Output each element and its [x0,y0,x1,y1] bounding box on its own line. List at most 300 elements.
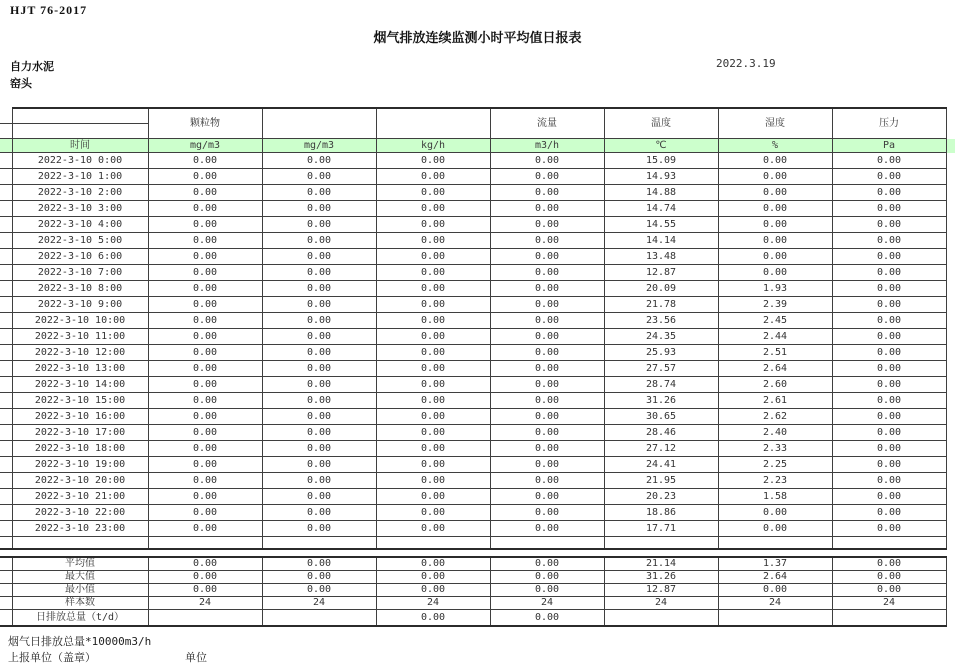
value-cell: 0.00 [148,329,262,345]
time-cell: 2022-3-10 19:00 [12,457,148,473]
value-cell: 0.00 [262,489,376,505]
value-cell [718,537,832,550]
value-cell: 0.00 [832,571,946,584]
time-cell: 2022-3-10 1:00 [12,169,148,185]
left-sliver-cell [0,265,12,281]
left-sliver-cell [0,597,12,610]
value-cell [262,610,376,627]
value-cell: 0.00 [376,584,490,597]
left-sliver-cell [0,521,12,537]
value-cell: 14.14 [604,233,718,249]
value-cell: 0.00 [718,201,832,217]
time-cell: 2022-3-10 0:00 [12,153,148,169]
right-sliver-cell [946,201,955,217]
time-cell: 2022-3-10 3:00 [12,201,148,217]
value-cell: 0.00 [262,297,376,313]
time-cell: 2022-3-10 12:00 [12,345,148,361]
value-cell: 0.00 [832,185,946,201]
report-title: 烟气排放连续监测小时平均值日报表 [373,31,582,46]
value-cell: 0.00 [376,393,490,409]
value-cell: 23.56 [604,313,718,329]
right-sliver-cell [946,557,955,571]
value-cell: 2.45 [718,313,832,329]
value-cell: 0.00 [376,185,490,201]
right-sliver-cell [946,457,955,473]
value-cell: 0.00 [148,233,262,249]
value-cell: 0.00 [148,377,262,393]
right-sliver-cell [946,521,955,537]
right-sliver-cell [946,597,955,610]
value-cell: 0.00 [718,584,832,597]
value-cell: 31.26 [604,571,718,584]
value-cell: 2.25 [718,457,832,473]
value-cell: 0.00 [148,441,262,457]
value-cell: 25.93 [604,345,718,361]
value-cell: 0.00 [832,521,946,537]
value-cell: 24 [832,597,946,610]
col-header-blank-2 [376,108,490,139]
col-header-particulate: 颗粒物 [148,108,262,139]
unit-label: 单位 [185,651,207,664]
value-cell: 17.71 [604,521,718,537]
value-cell: 0.00 [832,557,946,571]
right-sliver-cell [946,584,955,597]
value-cell: 0.00 [376,610,490,627]
value-cell [718,610,832,627]
time-cell: 2022-3-10 17:00 [12,425,148,441]
value-cell: 0.00 [376,377,490,393]
value-cell: 0.00 [262,345,376,361]
value-cell: 24 [148,597,262,610]
value-cell: 0.00 [262,425,376,441]
data-rows [0,153,955,550]
report-unit-label: 上报单位（盖章） [8,651,96,664]
time-header: 时间 [12,139,148,153]
unit-cell: kg/h [376,139,490,153]
right-sliver-cell [946,473,955,489]
time-cell: 2022-3-10 2:00 [12,185,148,201]
hour-row [0,201,955,217]
value-cell: 0.00 [832,473,946,489]
summary-row [0,571,955,584]
time-header-spacer [12,108,148,124]
time-cell: 2022-3-10 9:00 [12,297,148,313]
value-cell: 0.00 [376,281,490,297]
hour-row [0,233,955,249]
value-cell: 0.00 [376,169,490,185]
value-cell: 0.00 [490,571,604,584]
left-sliver-cell [0,169,12,185]
value-cell [832,537,946,550]
time-cell: 2022-3-10 7:00 [12,265,148,281]
unit-cell: mg/m3 [262,139,376,153]
unit-cell: % [718,139,832,153]
value-cell: 2.23 [718,473,832,489]
value-cell: 0.00 [490,169,604,185]
value-cell: 27.57 [604,361,718,377]
value-cell: 21.95 [604,473,718,489]
value-cell: 0.00 [832,489,946,505]
left-sliver-cell [0,457,12,473]
summary-label: 样本数 [12,597,148,610]
time-cell: 2022-3-10 10:00 [12,313,148,329]
right-sliver-cell [946,425,955,441]
time-cell: 2022-3-10 6:00 [12,249,148,265]
right-sliver-cell [946,361,955,377]
value-cell: 30.65 [604,409,718,425]
col-header-blank-1 [262,108,376,139]
value-cell: 0.00 [376,505,490,521]
value-cell: 2.62 [718,409,832,425]
value-cell: 0.00 [490,473,604,489]
value-cell: 21.14 [604,557,718,571]
value-cell: 24 [262,597,376,610]
time-cell: 2022-3-10 13:00 [12,361,148,377]
value-cell: 0.00 [490,409,604,425]
left-sliver-cell [0,124,12,139]
value-cell: 1.58 [718,489,832,505]
hour-row [0,393,955,409]
value-cell: 0.00 [490,185,604,201]
value-cell: 0.00 [832,233,946,249]
time-cell: 2022-3-10 15:00 [12,393,148,409]
value-cell: 0.00 [262,153,376,169]
right-sliver-cell [946,108,955,139]
value-cell: 0.00 [376,153,490,169]
hour-row [0,185,955,201]
right-sliver-cell [946,441,955,457]
value-cell: 0.00 [262,441,376,457]
value-cell: 0.00 [490,425,604,441]
value-cell: 0.00 [832,217,946,233]
hour-row [0,505,955,521]
col-header-pressure: 压力 [832,108,946,139]
value-cell: 0.00 [490,233,604,249]
summary-label: 最小值 [12,584,148,597]
value-cell [376,537,490,550]
right-sliver-cell [946,217,955,233]
right-sliver-cell [946,329,955,345]
value-cell: 0.00 [832,281,946,297]
value-cell: 2.64 [718,361,832,377]
hour-row [0,169,955,185]
value-cell: 0.00 [376,217,490,233]
value-cell: 2.60 [718,377,832,393]
value-cell: 0.00 [376,441,490,457]
value-cell: 0.00 [148,409,262,425]
value-cell: 2.33 [718,441,832,457]
value-cell: 0.00 [262,233,376,249]
hour-row [0,377,955,393]
value-cell: 0.00 [376,473,490,489]
summary-label: 最大值 [12,571,148,584]
value-cell: 0.00 [832,584,946,597]
value-cell: 0.00 [376,329,490,345]
hour-row [0,457,955,473]
value-cell: 0.00 [148,521,262,537]
value-cell: 0.00 [262,169,376,185]
value-cell: 28.46 [604,425,718,441]
value-cell: 24.35 [604,329,718,345]
left-sliver-cell [0,108,12,124]
value-cell: 0.00 [832,169,946,185]
value-cell: 0.00 [376,571,490,584]
hourly-data-table [0,107,955,550]
value-cell: 0.00 [376,361,490,377]
unit-cell: Pa [832,139,946,153]
time-cell [12,537,148,550]
left-sliver-cell [0,153,12,169]
left-sliver-cell [0,505,12,521]
value-cell: 0.00 [376,521,490,537]
time-cell: 2022-3-10 11:00 [12,329,148,345]
report-date: 2022.3.19 [716,57,776,70]
value-cell: 15.09 [604,153,718,169]
value-cell: 0.00 [148,249,262,265]
value-cell: 0.00 [262,201,376,217]
value-cell: 0.00 [262,505,376,521]
summary-row [0,597,955,610]
value-cell: 0.00 [490,361,604,377]
value-cell: 0.00 [490,584,604,597]
unit-row [0,139,955,153]
value-cell: 24.41 [604,457,718,473]
col-header-temperature: 温度 [604,108,718,139]
value-cell: 2.64 [718,571,832,584]
value-cell: 2.40 [718,425,832,441]
value-cell: 0.00 [832,505,946,521]
value-cell: 0.00 [490,505,604,521]
flue-total-note: 烟气日排放总量*10000m3/h [8,635,152,648]
time-header-spacer-2 [12,124,148,139]
value-cell: 0.00 [376,249,490,265]
right-sliver-cell [946,185,955,201]
left-sliver-cell [0,249,12,265]
left-sliver-cell [0,610,12,627]
value-cell: 20.09 [604,281,718,297]
value-cell: 0.00 [490,201,604,217]
value-cell: 0.00 [490,153,604,169]
value-cell: 0.00 [148,153,262,169]
value-cell: 0.00 [262,361,376,377]
value-cell: 0.00 [262,265,376,281]
value-cell: 0.00 [490,441,604,457]
right-sliver-cell [946,313,955,329]
station-name: 窑头 [10,77,32,90]
value-cell: 27.12 [604,441,718,457]
col-header-humidity: 湿度 [718,108,832,139]
value-cell: 24 [490,597,604,610]
value-cell [490,537,604,550]
right-sliver-cell [946,139,955,153]
value-cell [148,610,262,627]
value-cell: 0.00 [148,557,262,571]
right-sliver-cell [946,281,955,297]
time-cell: 2022-3-10 22:00 [12,505,148,521]
value-cell: 0.00 [148,473,262,489]
value-cell: 0.00 [148,265,262,281]
right-sliver-cell [946,153,955,169]
right-sliver-cell [946,169,955,185]
left-sliver-cell [0,393,12,409]
summary-table [0,556,955,627]
value-cell: 0.00 [490,393,604,409]
left-sliver-cell [0,345,12,361]
value-cell: 0.00 [376,201,490,217]
left-sliver-cell [0,329,12,345]
value-cell: 0.00 [262,584,376,597]
right-sliver-cell [946,571,955,584]
value-cell: 0.00 [262,457,376,473]
right-sliver-cell [946,537,955,550]
value-cell: 0.00 [490,313,604,329]
value-cell: 0.00 [262,473,376,489]
right-sliver-cell [946,249,955,265]
left-sliver-cell [0,139,12,153]
value-cell: 0.00 [490,377,604,393]
value-cell [832,610,946,627]
value-cell: 0.00 [490,249,604,265]
value-cell: 0.00 [376,489,490,505]
hour-row [0,361,955,377]
left-sliver-cell [0,377,12,393]
value-cell: 0.00 [832,409,946,425]
value-cell: 0.00 [148,393,262,409]
summary-label: 日排放总量（t/d） [12,610,148,627]
value-cell: 2.39 [718,297,832,313]
value-cell: 0.00 [718,249,832,265]
value-cell: 0.00 [832,153,946,169]
left-sliver-cell [0,217,12,233]
right-sliver-cell [946,345,955,361]
value-cell: 0.00 [262,393,376,409]
time-cell: 2022-3-10 20:00 [12,473,148,489]
left-sliver-cell [0,425,12,441]
summary-row [0,584,955,597]
hour-row [0,345,955,361]
value-cell: 0.00 [262,313,376,329]
value-cell: 20.23 [604,489,718,505]
value-cell: 0.00 [490,489,604,505]
unit-cell: m3/h [490,139,604,153]
value-cell: 0.00 [262,281,376,297]
right-sliver-cell [946,377,955,393]
time-cell: 2022-3-10 21:00 [12,489,148,505]
value-cell: 0.00 [490,557,604,571]
value-cell: 12.87 [604,584,718,597]
value-cell: 31.26 [604,393,718,409]
hour-row [0,265,955,281]
unit-cell: mg/m3 [148,139,262,153]
value-cell: 21.78 [604,297,718,313]
value-cell: 0.00 [832,425,946,441]
value-cell: 0.00 [490,345,604,361]
left-sliver-cell [0,537,12,550]
value-cell: 0.00 [262,557,376,571]
value-cell: 0.00 [832,249,946,265]
left-sliver-cell [0,557,12,571]
value-cell: 0.00 [832,313,946,329]
company-name: 自力水泥 [10,60,54,73]
value-cell [262,537,376,550]
value-cell: 0.00 [148,217,262,233]
col-header-flow: 流量 [490,108,604,139]
summary-rows [0,557,955,626]
value-cell: 14.55 [604,217,718,233]
standard-code: HJT 76-2017 [10,3,88,17]
summary-row [0,557,955,571]
group-header-row [0,108,955,124]
right-sliver-cell [946,505,955,521]
hour-row [0,281,955,297]
value-cell: 13.48 [604,249,718,265]
value-cell: 0.00 [262,249,376,265]
right-sliver-cell [946,297,955,313]
left-sliver-cell [0,584,12,597]
hour-row [0,217,955,233]
value-cell [604,610,718,627]
left-sliver-cell [0,489,12,505]
hour-row [0,249,955,265]
value-cell: 0.00 [148,281,262,297]
time-cell: 2022-3-10 18:00 [12,441,148,457]
value-cell: 0.00 [832,377,946,393]
time-cell: 2022-3-10 4:00 [12,217,148,233]
value-cell: 28.74 [604,377,718,393]
summary-label: 平均值 [12,557,148,571]
value-cell: 0.00 [148,457,262,473]
hour-row [0,313,955,329]
value-cell: 0.00 [490,297,604,313]
value-cell: 0.00 [832,265,946,281]
value-cell: 2.44 [718,329,832,345]
value-cell: 1.93 [718,281,832,297]
time-cell: 2022-3-10 23:00 [12,521,148,537]
value-cell: 24 [376,597,490,610]
value-cell: 0.00 [490,521,604,537]
time-cell: 2022-3-10 14:00 [12,377,148,393]
value-cell: 0.00 [490,457,604,473]
hour-row [0,409,955,425]
value-cell: 0.00 [376,457,490,473]
value-cell: 0.00 [490,281,604,297]
value-cell: 0.00 [490,217,604,233]
value-cell: 0.00 [832,329,946,345]
value-cell: 0.00 [148,201,262,217]
value-cell: 0.00 [490,329,604,345]
left-sliver-cell [0,297,12,313]
value-cell: 0.00 [148,361,262,377]
hour-row [0,425,955,441]
hour-row [0,329,955,345]
value-cell: 0.00 [718,265,832,281]
right-sliver-cell [946,610,955,627]
value-cell: 0.00 [148,297,262,313]
left-sliver-cell [0,313,12,329]
value-cell: 0.00 [718,169,832,185]
left-sliver-cell [0,473,12,489]
value-cell: 0.00 [262,521,376,537]
hour-row [0,473,955,489]
value-cell: 14.88 [604,185,718,201]
value-cell: 0.00 [148,584,262,597]
value-cell: 0.00 [262,185,376,201]
right-sliver-cell [946,409,955,425]
value-cell: 0.00 [148,169,262,185]
left-sliver-cell [0,233,12,249]
table-header [0,108,955,153]
value-cell: 14.74 [604,201,718,217]
